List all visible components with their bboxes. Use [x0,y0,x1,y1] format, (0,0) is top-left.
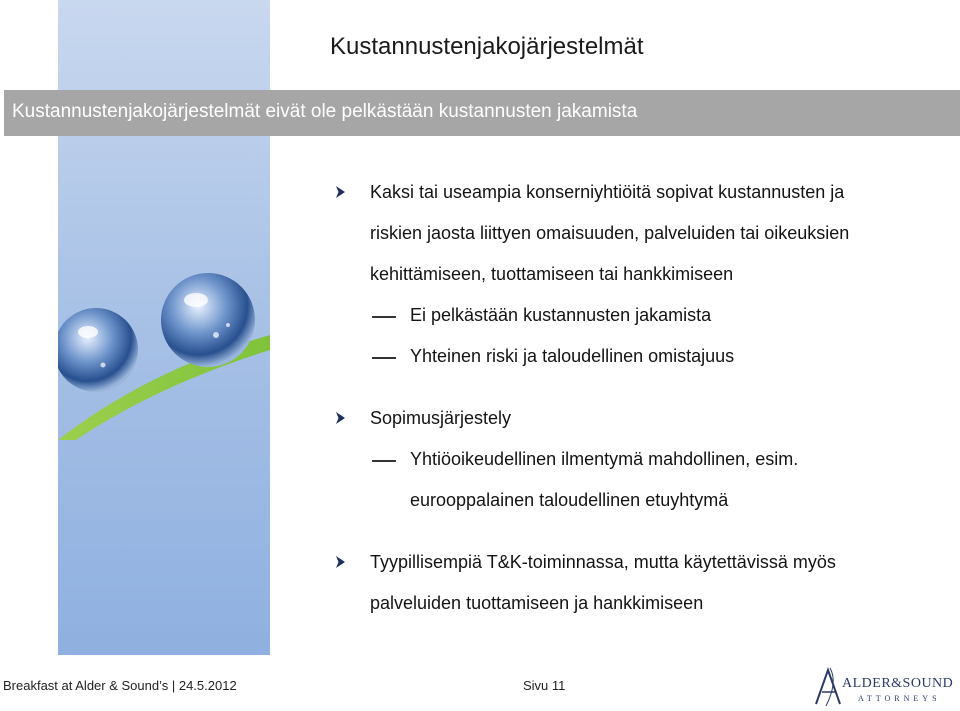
footer-event-date: Breakfast at Alder & Sound’s | 24.5.2012 [3,678,237,693]
sub-bullet-line: Yhteinen riski ja taloudellinen omistajuus [410,346,735,366]
dash-icon [372,357,396,359]
bullet-line: Kaksi tai useampia konserniyhtiöitä sopivat kustannusten ja [370,182,845,202]
logo-name: ALDER&SOUND [842,676,954,691]
sub-bullet-line: eurooppalainen taloudellinen etuyhtymä [410,490,729,510]
sub-bullet-item [332,336,957,377]
dash-icon [372,460,396,462]
bullet-item [332,542,957,624]
bullet-line: Tyypillisempiä T&K-toiminnassa, mutta käytettävissä myös [370,552,836,572]
page-number: Sivu 11 [523,678,566,693]
dash-icon [372,316,396,318]
water-droplets-image [58,240,270,440]
sub-bullet-line: Yhtiöoikeudellinen ilmentymä mahdollinen, esim. [410,449,799,469]
slide-subtitle: Kustannustenjakojärjestelmät eivät ole pelkästään kustannusten jakamista [12,101,638,122]
bullet-item [332,398,957,439]
sub-bullet-item [332,295,957,336]
bullet-line: kehittämiseen, tuottamiseen tai hankkimiseen [370,264,734,284]
chevron-right-icon [334,411,348,425]
slide-title: Kustannustenjakojärjestelmät [330,33,644,60]
sub-bullet-line: Ei pelkästään kustannusten jakamista [410,305,712,325]
logo-tagline: ATTORNEYS [858,694,941,703]
bullet-line: Sopimusjärjestely [370,408,512,428]
sub-bullet-item [332,439,957,521]
bullet-line: riskien jaosta liittyen omaisuuden, palveluiden tai oikeuksien [370,223,850,243]
bullet-line: palveluiden tuottamiseen ja hankkimiseen [370,593,704,613]
bullet-list [332,172,957,624]
chevron-right-icon [334,185,348,199]
bullet-item [332,172,957,295]
chevron-right-icon [334,555,348,569]
